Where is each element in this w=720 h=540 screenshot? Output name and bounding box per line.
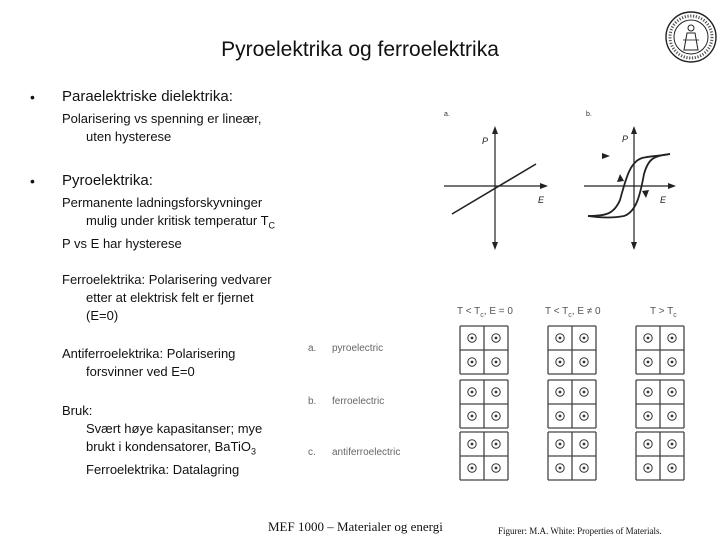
ferroelectric-text — [62, 271, 272, 325]
lattice-grid-r2-c1 — [460, 380, 508, 428]
ion-center — [495, 467, 498, 470]
panel-b-p-label: P — [622, 134, 629, 144]
col-header-2-sub: c — [568, 312, 572, 319]
col-header-3-sub: c — [673, 312, 677, 319]
pyroelectric-line-2 — [62, 212, 275, 235]
col-header-1-sub: c — [480, 312, 484, 319]
col-header-2-rest: , E ≠ 0 — [571, 306, 601, 317]
ion-center — [471, 361, 474, 364]
ion-center — [495, 391, 498, 394]
pyroelectric-line-3: P vs E har hysterese — [62, 235, 182, 251]
ion-center — [471, 391, 474, 394]
panel-b-label: b. — [586, 111, 592, 118]
pyroelectric-line-1: Permanente ladningsforskyvninger — [62, 195, 263, 210]
ion-center — [559, 391, 562, 394]
panel-a-linear-line — [452, 164, 536, 214]
uses-line-1: Svært høye kapasitanser; mye — [86, 421, 263, 436]
uses-line-3: Ferroelektrika: Datalagring — [86, 461, 240, 477]
col-header-3 — [650, 306, 677, 319]
ion-center — [647, 361, 650, 364]
page-title: Pyroelektrika og ferroelektrika — [221, 38, 499, 61]
footer-course: MEF 1000 – Materialer og energi — [268, 519, 443, 534]
col-header-3-main: T > T — [650, 306, 674, 317]
bullet-marker: • — [30, 173, 35, 189]
ion-center — [471, 415, 474, 418]
lattice-grid-r2-c2 — [548, 380, 596, 428]
ion-center — [471, 467, 474, 470]
uses-line-2 — [62, 438, 262, 461]
panel-a-e-label: E — [538, 195, 545, 205]
ferro-line-2: etter at elektrisk felt er fjernet — [86, 290, 254, 305]
lattice-grid-r2-c3 — [636, 380, 684, 428]
ion-center — [559, 467, 562, 470]
row-c-label: antiferroelectric — [332, 447, 401, 458]
ion-center — [559, 361, 562, 364]
ion-center — [647, 391, 650, 394]
ion-center — [647, 443, 650, 446]
row-b-label: ferroelectric — [332, 396, 385, 407]
lattice-grid-r1-c3 — [636, 326, 684, 374]
lattice-grids — [460, 326, 684, 480]
panel-b-e-label: E — [660, 195, 667, 205]
panel-b-hysteresis-plot — [584, 126, 676, 250]
ion-center — [583, 391, 586, 394]
uses-heading: Bruk: — [62, 403, 93, 418]
ferro-line-1: Ferroelektrika: Polarisering vedvarer — [62, 272, 272, 287]
panel-a-p-label: P — [482, 136, 489, 146]
ion-center — [671, 467, 674, 470]
footer-credit: Figurer: M.A. White: Properties of Materials. — [498, 526, 662, 536]
antiferroelectric-text — [62, 345, 235, 381]
ion-center — [583, 337, 586, 340]
tc-subscript: C — [268, 220, 276, 231]
pe-graphs-figure — [438, 104, 678, 254]
ion-center — [671, 361, 674, 364]
col-header-2 — [545, 306, 601, 319]
hysteresis-arrow-3 — [602, 153, 610, 159]
ion-center — [583, 415, 586, 418]
row-a-label: pyroelectric — [332, 343, 384, 354]
lattice-grid-r1-c2 — [548, 326, 596, 374]
ion-center — [671, 443, 674, 446]
ion-center — [559, 415, 562, 418]
ion-center — [647, 337, 650, 340]
ion-center — [647, 467, 650, 470]
lattice-grid-r3-c3 — [636, 432, 684, 480]
panel-b-p-arrow-down — [631, 242, 637, 250]
panel-b-p-arrow — [631, 126, 637, 134]
paraelectric-text — [62, 110, 261, 146]
col-header-1-rest: , E = 0 — [483, 306, 513, 317]
ferro-line-3: (E=0) — [86, 308, 119, 323]
ion-center — [671, 391, 674, 394]
pyroelectric-line-2-text: mulig under kritisk temperatur T — [86, 213, 269, 228]
ion-center — [495, 361, 498, 364]
ion-center — [583, 467, 586, 470]
paraelectric-line-2: uten hysterese — [86, 129, 172, 144]
ion-center — [647, 415, 650, 418]
col-header-1-main: T < T — [457, 306, 481, 317]
pyroelectric-text — [62, 194, 275, 253]
lattice-grid-r3-c2 — [548, 432, 596, 480]
uses-text — [62, 402, 262, 479]
hysteresis-upper-branch — [588, 154, 670, 216]
panel-a-p-arrow-down — [492, 242, 498, 250]
panel-a-e-arrow — [540, 183, 548, 189]
ion-center — [671, 415, 674, 418]
ion-center — [559, 337, 562, 340]
ion-center — [583, 361, 586, 364]
row-c-letter: c. — [308, 447, 316, 458]
row-b-letter: b. — [308, 396, 317, 407]
ion-center — [471, 443, 474, 446]
col-header-1 — [457, 306, 513, 319]
ion-center — [559, 443, 562, 446]
col-header-2-main: T < T — [545, 306, 569, 317]
bullet-paraelectric-heading: Paraelektriske dielektrika: — [62, 88, 233, 105]
ion-center — [495, 443, 498, 446]
panel-b-e-arrow — [668, 183, 676, 189]
ion-center — [495, 415, 498, 418]
batio3-subscript: 3 — [251, 446, 257, 457]
lattice-grid-r1-c1 — [460, 326, 508, 374]
lattice-grid-r3-c1 — [460, 432, 508, 480]
bullet-marker: • — [30, 89, 35, 105]
panel-a-label: a. — [444, 111, 450, 118]
uses-line-2-text: brukt i kondensatorer, BaTiO — [86, 439, 251, 454]
antiferro-line-2: forsvinner ved E=0 — [86, 364, 195, 379]
ion-center — [471, 337, 474, 340]
panel-a-p-arrow — [492, 126, 498, 134]
ion-center — [671, 337, 674, 340]
paraelectric-line-1: Polarisering vs spenning er lineær, — [62, 111, 262, 126]
row-a-letter: a. — [308, 343, 317, 354]
panel-a-linear-plot — [444, 126, 548, 250]
ion-center — [583, 443, 586, 446]
hysteresis-arrow-2 — [642, 190, 649, 198]
polarization-grid-figure — [300, 298, 710, 493]
antiferro-line-1: Antiferroelektrika: Polarisering — [62, 346, 236, 361]
ion-center — [495, 337, 498, 340]
hysteresis-arrow-1 — [617, 174, 624, 182]
bullet-pyroelectric-heading: Pyroelektrika: — [62, 172, 153, 189]
